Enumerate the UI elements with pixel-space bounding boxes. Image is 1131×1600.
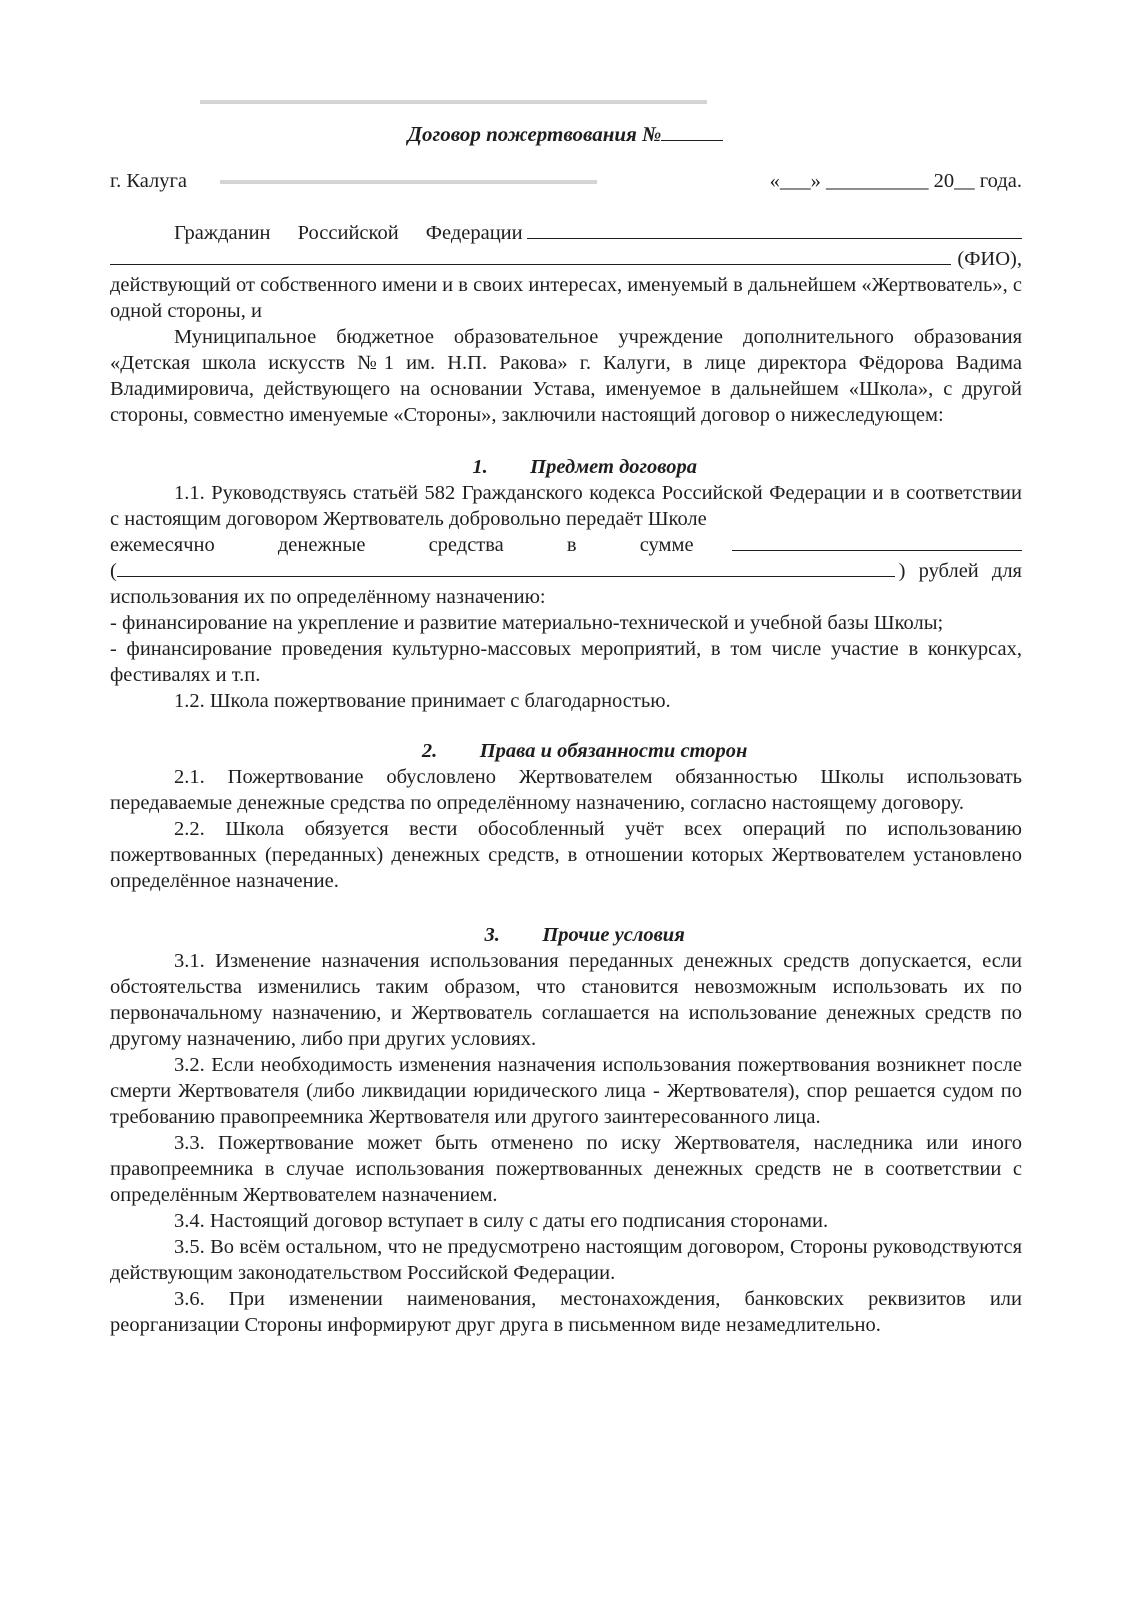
clause-3-3: 3.3. Пожертвование может быть отменено по иску Жертвователя, наследника или иного правопреемника в случае использования пожертвованных денежных средств не в соответствии с определённым Жертвователем назначением. [110,1132,1022,1206]
amount-words-blank [117,559,895,577]
open-paren: ( [110,560,117,582]
section-number: 3. [484,924,500,946]
contract-number-blank [661,124,723,141]
clause-1-1-amount-text: ежемесячно денежные средства в сумме [110,534,694,556]
clause-1-1-purpose: использования их по определённому назначению: [110,586,546,608]
clause-1-2: 1.2. Школа пожертвование принимает с благодарностью. [174,690,671,712]
section-heading-1 [110,454,1022,480]
title-text: Договор пожертвования № [407,122,662,146]
clause-1-1: 1.1. Руководствуясь статьёй 582 Гражданского кодекса Российской Федерации и в соответствии с настоящим договором Жертвователь добровольно передаёт Школе [110,482,1022,530]
clause-3-2: 3.2. Если необходимость изменения назначения использования пожертвования возникнет после смерти Жертвователя (либо ликвидации юридического лица - Жертвователя), спор решается судом по требованию правопреемника Жертвователя или другого заинтересованного лица. [110,1054,1022,1128]
clause-3-4: 3.4. Настоящий договор вступает в силу с даты его подписания сторонами. [174,1210,829,1232]
party1-fio-row [110,246,1022,272]
section-heading-3 [110,922,1022,948]
fio-blank [527,221,1022,239]
clause-2-1: 2.1. Пожертвование обусловлено Жертвователем обязанностью Школы использовать передаваемые денежные средства по определённому назначению, согласно настоящему договору. [110,766,1022,814]
date-template: «___» __________ 20__ года. [769,170,1022,192]
document-body [110,168,1022,1338]
bullet-1: - финансирование на укрепление и развитие материально-технической и учебной базы Школы; [110,612,944,634]
bleed-through-artifact: ▬▬▬▬▬▬▬▬▬▬▬▬▬▬▬▬▬▬▬▬▬▬▬▬▬▬▬▬▬ [220,172,597,187]
place-date-row [110,168,1022,194]
party1-label: Гражданин Российской Федерации [174,222,523,244]
section-heading-2 [110,738,1022,764]
fio-label: (ФИО), [957,248,1022,270]
section-number: 1. [472,456,488,478]
party1-text: действующий от собственного имени и в своих интересах, именуемый в дальнейшем «Жертвователь», с одной стороны, и [110,274,1022,322]
clause-1-1-amount-row [110,532,1022,558]
clause-3-1: 3.1. Изменение назначения использования переданных денежных средств допускается, если обстоятельства изменились таким образом, что становится невозможным использовать их по первоначальному назначению, и Жертвователь соглашается на использование денежных средств по другому назначению, либо при других условиях. [110,950,1022,1050]
clause-3-6: 3.6. При изменении наименования, местонахождения, банковских реквизитов или реорганизации Стороны информируют друг друга в письменном виде незамедлительно. [110,1288,1022,1336]
clause-2-2: 2.2. Школа обязуется вести обособленный учёт всех операций по использованию пожертвованных (переданных) денежных средств, в отношении которых Жертвователем установлено определённое назначение. [110,818,1022,892]
amount-blank [732,533,1022,551]
clause-1-1-words-row [110,558,1022,584]
section-title: Права и обязанности сторон [479,740,748,762]
section-title: Прочие условия [542,924,685,946]
fio-blank-2 [110,247,951,265]
party1-name-row [110,220,1022,246]
clause-3-5: 3.5. Во всём остальном, что не предусмотрено настоящим договором, Стороны руководствуются действующим законодательством Российской Федерации. [110,1236,1022,1284]
bullet-2: - финансирование проведения культурно-массовых мероприятий, в том числе участие в конкурсах, фестивалях и т.п. [110,638,1022,686]
section-title: Предмет договора [530,456,697,478]
section-number: 2. [421,740,438,762]
close-paren-text: ) рублей для [898,560,1022,582]
bleed-through-artifact: ▬▬▬▬▬▬▬▬▬▬▬▬▬▬▬▬▬▬▬▬▬▬▬▬▬▬▬▬▬▬▬▬▬▬▬▬▬▬▬ [200,92,707,107]
page-title [0,122,1131,147]
party2-text: Муниципальное бюджетное образовательное учреждение дополнительного образования «Детская школа искусств №1 им. Н.П. Ракова» г. Калуги, в лице директора Фёдорова Вадима Владимировича, действующего на основании Устава, именуемое в дальнейшем «Школа», с другой стороны, совместно именуемые «Стороны», заключили настоящий договор о нижеследующем: [110,326,1022,426]
city: г. Калуга [110,170,188,192]
